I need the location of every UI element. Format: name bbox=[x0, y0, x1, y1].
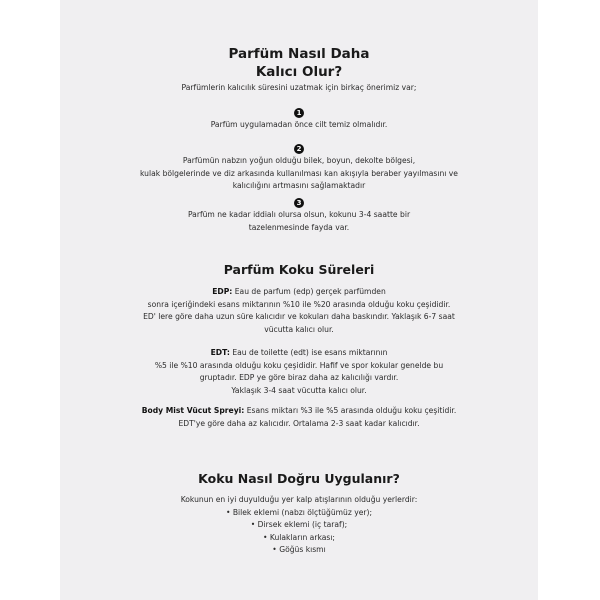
list-item: • Dirsek eklemi (iç taraf); bbox=[250, 520, 348, 529]
tip-1 bbox=[60, 100, 538, 132]
edp-line-4: vücutta kalıcı olur. bbox=[264, 324, 334, 334]
tip-3 bbox=[60, 190, 538, 234]
section-kalici-title bbox=[60, 45, 538, 81]
section-title: Koku Nasıl Doğru Uygulanır? bbox=[198, 471, 400, 486]
edt-paragraph bbox=[60, 347, 538, 397]
section-koku-sureleri bbox=[60, 262, 538, 278]
edp-line-1 bbox=[60, 286, 538, 299]
intro-paragraph bbox=[60, 82, 538, 95]
tip-2-line-1: Parfümün nabzın yoğun olduğu bilek, boyun, dekolte bölgesi, bbox=[182, 156, 416, 165]
number-1-icon: 1 bbox=[294, 108, 304, 118]
edt-line-1-text: Eau de toilette (edt) ise esans miktarının bbox=[229, 348, 388, 357]
tip-3-line-1: Parfüm ne kadar iddialı olursa olsun, kokunu 3-4 saatte bir bbox=[187, 210, 411, 219]
edt-line-1 bbox=[60, 347, 538, 360]
number-3-icon: 3 bbox=[294, 198, 304, 208]
section-koku-uygulama bbox=[60, 471, 538, 487]
edp-line-2: sonra içeriğindeki esans miktarının %10 ile %20 arasında olduğu koku çeşididir. bbox=[147, 299, 451, 309]
document-page bbox=[60, 0, 538, 600]
apply-list bbox=[60, 494, 538, 557]
list-item: • Bilek eklemi (nabzı ölçtüğümüz yer); bbox=[225, 507, 373, 517]
edp-paragraph bbox=[60, 286, 538, 336]
number-2-icon: 2 bbox=[294, 144, 304, 154]
tip-2-line-3: kalıcılığını artmasını sağlamaktadır bbox=[232, 181, 366, 190]
tip-1-line-1: Parfüm uygulamadan önce cilt temiz olmalıdır. bbox=[210, 120, 388, 129]
edp-label: EDP: bbox=[212, 287, 233, 296]
section-title-line2: Kalıcı Olur? bbox=[255, 64, 343, 80]
edt-label: EDT: bbox=[210, 348, 230, 357]
edp-line-3: ED' lere göre daha uzun süre kalıcıdır ve kokuları daha baskındır. Yaklaşık 6-7 saat bbox=[143, 312, 455, 321]
tip-2 bbox=[60, 136, 538, 193]
edt-line-4: Yaklaşık 3-4 saat vücutta kalıcı olur. bbox=[231, 385, 367, 395]
intro-text: Parfümlerin kalıcılık süresini uzatmak için birkaç önerimiz var; bbox=[181, 83, 417, 92]
list-item: • Göğüs kısmı bbox=[272, 545, 326, 554]
edt-line-2: %5 ile %10 arasında olduğu koku çeşididir. Hafif ve spor kokular genelde bu bbox=[154, 360, 444, 370]
body-mist-paragraph bbox=[60, 405, 538, 430]
tip-2-line-2: kulak bölgelerinde ve diz arkasında kullanılması kan akışıyla beraber yayılmasını ve bbox=[140, 168, 458, 178]
body-mist-line-1-text: Esans miktarı %3 ile %5 arasında olduğu koku çeşitidir. bbox=[244, 406, 457, 415]
edt-line-3: gruptadır. EDP ye göre biraz daha az kalıcılığı vardır. bbox=[199, 373, 399, 382]
section-title-line1: Parfüm Nasıl Daha bbox=[228, 46, 370, 62]
tip-3-line-2: tazelenmesinde fayda var. bbox=[248, 222, 350, 232]
apply-intro: Kokunun en iyi duyulduğu yer kalp atışlarının olduğu yerlerdir: bbox=[180, 495, 418, 504]
edp-line-1-text: Eau de parfum (edp) gerçek parfümden bbox=[232, 287, 386, 296]
section-title: Parfüm Koku Süreleri bbox=[223, 262, 375, 277]
body-mist-label: Body Mist Vücut Spreyi: bbox=[141, 406, 245, 415]
body-mist-line-1 bbox=[60, 405, 538, 418]
body-mist-line-2: EDT'ye göre daha az kalıcıdır. Ortalama 2-3 saat kadar kalıcıdır. bbox=[178, 418, 420, 428]
list-item: • Kulakların arkası; bbox=[262, 532, 335, 542]
